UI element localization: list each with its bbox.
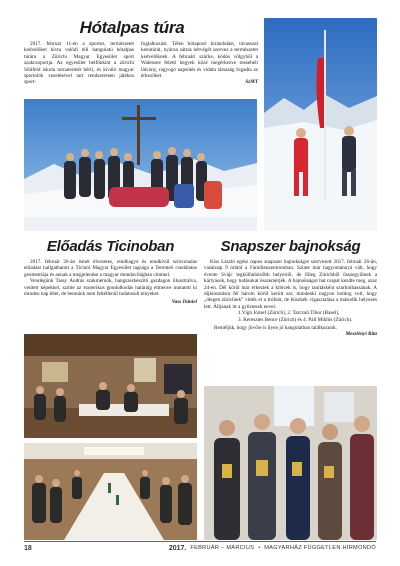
magazine-name: MAGYARHÁZ FÜGGETLEN HÍRMONDÓ — [264, 545, 376, 551]
hike-text-col1 — [24, 41, 134, 86]
issue-months: FEBRUÁR – MÁRCIUS — [190, 545, 255, 551]
lecture-photo-1-image — [24, 334, 197, 438]
hike-group-photo — [24, 99, 257, 231]
snapszer-paragraph-1: Kiss László egész napos snapszer bajnokságot szervezett 2017. február 26-án, vasárnap 9 órától a Familienzentrumban. Szinte már hagyománnyá vált, hogy évente Svájc legkülönbözőbb helyeiről, de főleg Zürichből összegyűlnek a kártyások, hogy tudásukat összemérjék. A bajnokságot hat csapat kezdte meg, azaz 24-en. Dél körül már érkeztek a kibicek is, hogy tanításként szurkolhassanak. A díjkiosztásra fél három körül került sor, mindenki nagyon boldog volt, hogy „idegen zürichiek” vitték el a trófeát, de büszkék vigasztalása a második helyezés lett. Álljanak itt a győztesek nevei: — [204, 259, 377, 310]
page-number: 18 — [24, 544, 32, 552]
snapszer-signature: Meszlényi Rita — [345, 331, 377, 338]
snapszer-text — [204, 259, 377, 338]
lecture-signature: Vass Dániel — [171, 299, 197, 306]
hike-text-col2 — [141, 41, 258, 86]
issue-year: 2017. — [168, 544, 187, 552]
lecture-photo-2-image — [24, 443, 197, 540]
snapszer-title: Snapszer bajnokság — [220, 238, 361, 255]
snapszer-photo — [204, 386, 377, 540]
hike-paragraph-2: foglalkozást. Télen hótaposó kirándulást, tavasszal kenutúrát, nyáron sátras hétvégét szervez a természetet kedvelőknek. A februári szűrke, ködös völgyből a Walensee feletti hegyek közé megérkezve mesebeli látvány, ragyogó napsütés és vidám társaság fogadta az érkezőket. — [141, 41, 258, 80]
lecture-title: Előadás Ticinoban — [46, 238, 175, 255]
flag-photo — [264, 18, 377, 231]
page-footer — [24, 543, 376, 553]
snapszer-winners-2: 3. Keresztes Bence (Zürich) és 4. Páll Miklós (Zürich). — [238, 316, 353, 323]
snapszer-winners-1: 1.Vigh József (Zürich), 2. Tarczali Tibor (Basel), — [238, 310, 340, 317]
flag-photo-image — [264, 18, 377, 231]
hike-paragraph-1: 2017. február 11-én a sportos, természetet kedvelőket hívta valódi téli hangulatú hótalpas túrára a Zürichi Magyar Egyesület sport szakcsoportja. Az egyesület hétfőnkint a zürichi Sihlfeld iskola tornatermét bérli, és kiváló magyar sportolók vezetésével tart rendszeresen játékos sport- — [24, 41, 134, 86]
snapszer-photo-image — [204, 386, 377, 540]
lecture-paragraph-2: Vendégünk Tassy András szakmérnök, hangszerkészítő gazdagon illusztrálva, vetített képekkel, szinte az ezoterikus gondolkodás határáig elmenve mutatott ki minden nap létet, de bennünk nem feltétlenül tudatosult tényeket. — [24, 278, 197, 298]
footer-rule — [24, 541, 376, 542]
hike-group-photo-image — [24, 99, 257, 231]
footer-separator: • — [258, 545, 261, 551]
lecture-text — [24, 259, 197, 306]
lecture-paragraph-1: 2017. február 26-án ismét élvezetes, rendhagyó és rendkívül színvonalas előadást hallgathatott a Ticinói Magyar Egyesület tagsága a Terenteö csodálatos geometriája és annak a megjelenése a magyar mondavilágban címmel. — [24, 259, 197, 278]
snapszer-paragraph-2: Reméljük, hogy jövőre is ilyen jó hangulatban találkozunk. — [214, 325, 337, 332]
hike-title: Hótalpas túra — [79, 18, 185, 37]
hike-signature: SzMT — [245, 79, 258, 86]
lecture-photo-1 — [24, 334, 197, 438]
lecture-photo-2 — [24, 443, 197, 540]
